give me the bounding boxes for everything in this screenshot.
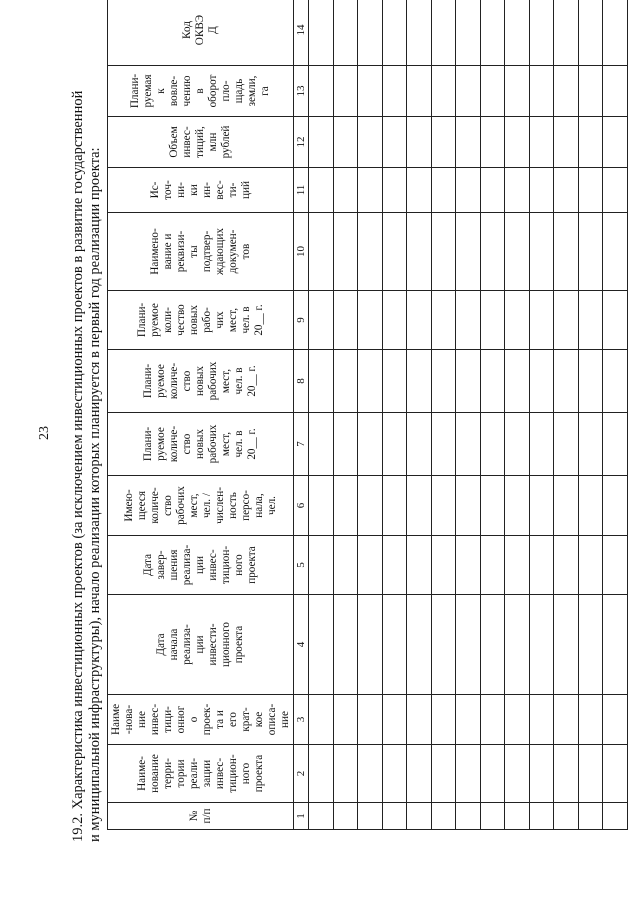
table-cell bbox=[480, 803, 505, 830]
table-cell bbox=[480, 291, 505, 350]
table-cell bbox=[480, 350, 505, 413]
table-cell bbox=[431, 695, 456, 745]
header-cell: Плани- руемое количе- ство новых рабочих мест, чел. в 20__ г. bbox=[108, 350, 294, 413]
table-row bbox=[578, 0, 603, 830]
table-cell bbox=[358, 745, 383, 803]
table-cell bbox=[431, 66, 456, 117]
table-cell bbox=[554, 66, 579, 117]
header-cell: № п/п bbox=[108, 803, 294, 830]
table-cell bbox=[382, 595, 407, 695]
table-cell bbox=[480, 476, 505, 536]
table-cell bbox=[358, 536, 383, 595]
table-cell bbox=[407, 117, 432, 168]
table-cell bbox=[505, 536, 530, 595]
table-cell bbox=[309, 66, 334, 117]
table-cell bbox=[382, 803, 407, 830]
table-cell bbox=[529, 66, 554, 117]
table-cell bbox=[358, 350, 383, 413]
column-number: 12 bbox=[294, 117, 309, 168]
table-cell bbox=[578, 536, 603, 595]
header-cell: Плани- руемое количе- ство новых рабочих мест, чел. в 20__ г. bbox=[108, 413, 294, 476]
table-cell bbox=[358, 213, 383, 291]
table-cell bbox=[603, 745, 628, 803]
table-cell bbox=[480, 413, 505, 476]
table-cell bbox=[554, 595, 579, 695]
table-cell bbox=[505, 168, 530, 213]
table-cell bbox=[603, 0, 628, 66]
table-cell bbox=[431, 803, 456, 830]
table-cell bbox=[382, 66, 407, 117]
table-cell bbox=[554, 413, 579, 476]
table-cell bbox=[578, 0, 603, 66]
table-cell bbox=[407, 745, 432, 803]
table-cell bbox=[431, 291, 456, 350]
column-number: 7 bbox=[294, 413, 309, 476]
table-cell bbox=[333, 168, 358, 213]
column-number: 9 bbox=[294, 291, 309, 350]
column-number: 11 bbox=[294, 168, 309, 213]
table-cell bbox=[578, 66, 603, 117]
table-cell bbox=[431, 745, 456, 803]
landscape-content bbox=[70, 14, 610, 842]
table-cell bbox=[578, 803, 603, 830]
table-row bbox=[358, 0, 383, 830]
heading-line-2: и муниципальной инфраструктуры), начало реализации которых планируется в первый год реализации проекта: bbox=[87, 147, 103, 842]
table-cell bbox=[333, 803, 358, 830]
table-cell bbox=[603, 595, 628, 695]
table-cell bbox=[431, 595, 456, 695]
table-row bbox=[554, 0, 579, 830]
table-row bbox=[407, 0, 432, 830]
table-cell bbox=[456, 350, 481, 413]
header-cell: Ис- точ- ни- ки ин- вес- ти- ций bbox=[108, 168, 294, 213]
table-row bbox=[382, 0, 407, 830]
table-cell bbox=[554, 536, 579, 595]
table-cell bbox=[456, 595, 481, 695]
table-cell bbox=[578, 291, 603, 350]
table-cell bbox=[603, 66, 628, 117]
table-cell bbox=[554, 291, 579, 350]
table-cell bbox=[309, 291, 334, 350]
table-cell bbox=[480, 0, 505, 66]
heading-line-1: 19.2. Характеристика инвестиционных проектов (за исключением инвестиционных проектов в развитие государственной bbox=[70, 90, 86, 842]
table-cell bbox=[505, 117, 530, 168]
table-cell bbox=[603, 350, 628, 413]
table-cell bbox=[578, 168, 603, 213]
table-cell bbox=[382, 745, 407, 803]
empty-rows bbox=[309, 0, 628, 830]
table-cell bbox=[480, 213, 505, 291]
table-cell bbox=[505, 413, 530, 476]
table-cell bbox=[358, 413, 383, 476]
table-cell bbox=[578, 745, 603, 803]
table-cell bbox=[456, 536, 481, 595]
table-cell bbox=[578, 595, 603, 695]
table-cell bbox=[309, 0, 334, 66]
table-cell bbox=[358, 66, 383, 117]
table-cell bbox=[529, 413, 554, 476]
column-number-row bbox=[294, 0, 309, 830]
table-cell bbox=[407, 66, 432, 117]
table-cell bbox=[554, 476, 579, 536]
header-cell: Имею- щееся количе- ство рабочих мест, чел. / числен- ность персо- нала, чел. bbox=[108, 476, 294, 536]
column-number: 2 bbox=[294, 745, 309, 803]
table-cell bbox=[529, 117, 554, 168]
table-cell bbox=[529, 695, 554, 745]
table-cell bbox=[480, 695, 505, 745]
table-row bbox=[333, 0, 358, 830]
table-cell bbox=[333, 117, 358, 168]
table-cell bbox=[333, 413, 358, 476]
table-cell bbox=[407, 0, 432, 66]
table-cell bbox=[505, 745, 530, 803]
table-cell bbox=[456, 413, 481, 476]
table-cell bbox=[578, 350, 603, 413]
table-cell bbox=[603, 536, 628, 595]
header-cell: Наиме -нова- ние инвес- тици- онног о проек- та и его крат- кое описа- ние bbox=[108, 695, 294, 745]
table-cell bbox=[309, 350, 334, 413]
table-cell bbox=[382, 350, 407, 413]
column-number: 6 bbox=[294, 476, 309, 536]
table-cell bbox=[529, 745, 554, 803]
table-cell bbox=[505, 350, 530, 413]
table-cell bbox=[382, 413, 407, 476]
table-cell bbox=[603, 168, 628, 213]
table-cell bbox=[554, 213, 579, 291]
table-cell bbox=[505, 0, 530, 66]
page-number: 23 bbox=[37, 426, 52, 440]
table-cell bbox=[603, 413, 628, 476]
table-row bbox=[529, 0, 554, 830]
table-cell bbox=[382, 0, 407, 66]
table-cell bbox=[505, 291, 530, 350]
table-cell bbox=[309, 745, 334, 803]
table-cell bbox=[456, 168, 481, 213]
table-cell bbox=[382, 168, 407, 213]
table-cell bbox=[382, 536, 407, 595]
table-cell bbox=[431, 0, 456, 66]
table-cell bbox=[309, 168, 334, 213]
column-number: 13 bbox=[294, 66, 309, 117]
column-number: 4 bbox=[294, 595, 309, 695]
table-cell bbox=[333, 66, 358, 117]
header-cell: Дата начала реализа- ции инвести- ционного проекта bbox=[108, 595, 294, 695]
table-cell bbox=[333, 0, 358, 66]
table-cell bbox=[480, 168, 505, 213]
table-cell bbox=[456, 291, 481, 350]
table-cell bbox=[382, 117, 407, 168]
table-cell bbox=[603, 213, 628, 291]
table-cell bbox=[578, 213, 603, 291]
table-cell bbox=[554, 803, 579, 830]
table-cell bbox=[529, 476, 554, 536]
table-cell bbox=[382, 291, 407, 350]
table-cell bbox=[431, 213, 456, 291]
table-cell bbox=[333, 291, 358, 350]
table-cell bbox=[431, 168, 456, 213]
table-cell bbox=[456, 213, 481, 291]
table-cell bbox=[407, 291, 432, 350]
table-cell bbox=[529, 595, 554, 695]
table-cell bbox=[358, 695, 383, 745]
table-cell bbox=[480, 117, 505, 168]
table-cell bbox=[529, 291, 554, 350]
table-cell bbox=[358, 595, 383, 695]
table-cell bbox=[578, 117, 603, 168]
table-cell bbox=[358, 803, 383, 830]
header-cell: Наиме- нование терри- тории реали- зации инвес- тицион- ного проекта bbox=[108, 745, 294, 803]
table-cell bbox=[456, 0, 481, 66]
table-cell bbox=[578, 695, 603, 745]
table-cell bbox=[358, 291, 383, 350]
table-cell bbox=[382, 476, 407, 536]
table-cell bbox=[505, 595, 530, 695]
section-heading bbox=[70, 37, 104, 842]
header-cell: Дата завер- шения реализа- ции инвес- тицион- ного проекта bbox=[108, 536, 294, 595]
header-cell: Объем инвес- тиций, млн рублей bbox=[108, 117, 294, 168]
table-cell bbox=[529, 168, 554, 213]
table-cell bbox=[456, 476, 481, 536]
table-cell bbox=[505, 476, 530, 536]
table-cell bbox=[505, 695, 530, 745]
column-number: 14 bbox=[294, 0, 309, 66]
table-cell bbox=[554, 695, 579, 745]
table-cell bbox=[603, 803, 628, 830]
table-cell bbox=[603, 291, 628, 350]
table-cell bbox=[309, 536, 334, 595]
table-cell bbox=[456, 66, 481, 117]
table-cell bbox=[554, 0, 579, 66]
table-cell bbox=[431, 350, 456, 413]
table-cell bbox=[529, 803, 554, 830]
table-cell bbox=[309, 117, 334, 168]
table-cell bbox=[407, 350, 432, 413]
table-row bbox=[480, 0, 505, 830]
table-cell bbox=[407, 536, 432, 595]
table-cell bbox=[578, 476, 603, 536]
table-cell bbox=[431, 117, 456, 168]
table-cell bbox=[333, 536, 358, 595]
table-cell bbox=[333, 595, 358, 695]
table-cell bbox=[309, 413, 334, 476]
table-cell bbox=[358, 476, 383, 536]
column-number: 8 bbox=[294, 350, 309, 413]
table-cell bbox=[358, 168, 383, 213]
table-cell bbox=[480, 745, 505, 803]
table-row bbox=[456, 0, 481, 830]
table-cell bbox=[456, 745, 481, 803]
table-cell bbox=[456, 803, 481, 830]
table-cell bbox=[505, 213, 530, 291]
table-cell bbox=[333, 745, 358, 803]
table-cell bbox=[505, 803, 530, 830]
table-cell bbox=[309, 595, 334, 695]
table-cell bbox=[382, 213, 407, 291]
table-cell bbox=[554, 168, 579, 213]
table-row bbox=[603, 0, 628, 830]
table-cell bbox=[456, 117, 481, 168]
table-cell bbox=[309, 213, 334, 291]
table-cell bbox=[431, 413, 456, 476]
table-cell bbox=[333, 695, 358, 745]
table-cell bbox=[480, 536, 505, 595]
table-cell bbox=[407, 595, 432, 695]
table-cell bbox=[407, 213, 432, 291]
table-cell bbox=[578, 413, 603, 476]
table-cell bbox=[333, 213, 358, 291]
header-cell: Плани- руемая к вовле- чению в оборот пло- щадь земли, га bbox=[108, 66, 294, 117]
column-number: 5 bbox=[294, 536, 309, 595]
table-cell bbox=[382, 695, 407, 745]
table-cell bbox=[505, 66, 530, 117]
table-cell bbox=[456, 695, 481, 745]
table-cell bbox=[529, 536, 554, 595]
table-cell bbox=[407, 803, 432, 830]
table-cell bbox=[554, 117, 579, 168]
table-cell bbox=[333, 476, 358, 536]
table-cell bbox=[480, 66, 505, 117]
table-cell bbox=[407, 476, 432, 536]
table-cell bbox=[407, 168, 432, 213]
table-cell bbox=[358, 117, 383, 168]
header-cell: Наимено- вание и реквизи- ты подтвер- ждающих докумен- тов bbox=[108, 213, 294, 291]
column-number: 3 bbox=[294, 695, 309, 745]
table-header-row bbox=[108, 0, 294, 830]
table-cell bbox=[309, 476, 334, 536]
table-cell bbox=[407, 413, 432, 476]
table-cell bbox=[529, 213, 554, 291]
table-cell bbox=[529, 350, 554, 413]
investment-projects-table bbox=[107, 0, 628, 830]
table-row bbox=[309, 0, 334, 830]
table-cell bbox=[603, 476, 628, 536]
header-cell: Код ОКВЭ Д bbox=[108, 0, 294, 66]
table-cell bbox=[603, 117, 628, 168]
table-cell bbox=[309, 695, 334, 745]
table-row bbox=[431, 0, 456, 830]
table-cell bbox=[431, 536, 456, 595]
table-cell bbox=[554, 350, 579, 413]
table-cell bbox=[333, 350, 358, 413]
table-row bbox=[505, 0, 530, 830]
table-cell bbox=[431, 476, 456, 536]
header-cell: Плани- руемое коли- чество новых рабо- чих мест, чел. в 20__ г. bbox=[108, 291, 294, 350]
table-cell bbox=[529, 0, 554, 66]
table-cell bbox=[603, 695, 628, 745]
table-cell bbox=[480, 595, 505, 695]
column-number: 1 bbox=[294, 803, 309, 830]
table-cell bbox=[407, 695, 432, 745]
column-number: 10 bbox=[294, 213, 309, 291]
table-cell bbox=[554, 745, 579, 803]
table-cell bbox=[309, 803, 334, 830]
table-cell bbox=[358, 0, 383, 66]
